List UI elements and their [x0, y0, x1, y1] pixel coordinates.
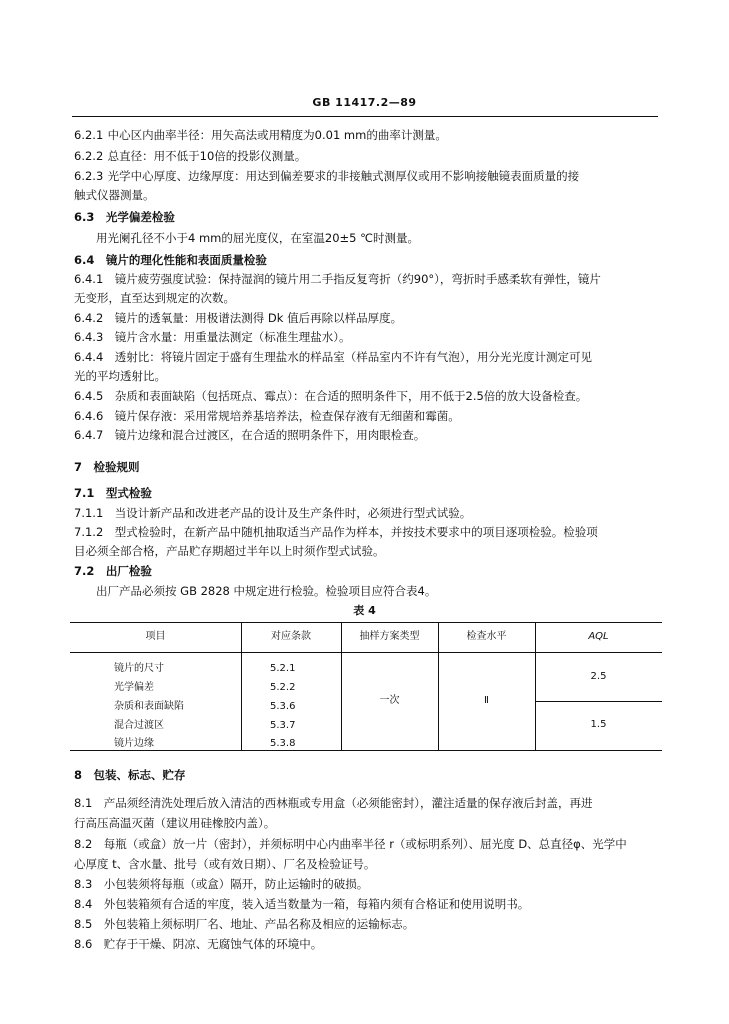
heading-7-1: 7.1 型式检验 [74, 486, 152, 500]
table-header-rule [70, 652, 662, 653]
table-sampling-value: 一次 [379, 695, 400, 706]
para-6-4-5: 6.4.5 杂质和表面缺陷（包括斑点、霉点）：在合适的照明条件下，用不低于2.5倍的放大设备检查。 [74, 389, 588, 403]
table-level-value: Ⅱ [484, 695, 489, 706]
heading-6-4: 6.4 镜片的理化性能和表面质量检验 [74, 253, 267, 267]
header-rule [72, 116, 658, 117]
clause-number: 6.2.2 [74, 149, 104, 163]
table-cell-item: 混合过渡区 [114, 720, 164, 731]
heading-8: 8 包装、标志、贮存 [74, 768, 186, 782]
table-cell-item: 镜片的尺寸 [114, 663, 164, 674]
para-7-1-1: 7.1.1 当设计新产品和改进老产品的设计及生产条件时，必须进行型式试验。 [74, 506, 472, 520]
para-8-6: 8.6 贮存于干燥、阴凉、无腐蚀气体的环境中。 [74, 937, 323, 951]
table-cell-item: 光学偏差 [114, 682, 154, 693]
para-6-4-7: 6.4.7 镜片边缘和混合过渡区，在合适的照明条件下，用肉眼检查。 [74, 428, 426, 442]
para-6-4-4-cont: 光的平均透射比。 [74, 369, 166, 383]
para-8-5: 8.5 外包装箱上须标明厂名、地址、产品名称及相应的运输标志。 [74, 917, 415, 931]
para-8-1-cont: 行高压高温灭菌（建议用硅橡胶内盖）。 [74, 816, 276, 830]
clause-number: 6.2.3 [74, 169, 104, 183]
para-6-4-2: 6.4.2 镜片的透氧量：用极谱法测得 Dk 值后再除以样品厚度。 [74, 311, 403, 325]
clause-text: 总直径：用不低于10倍的投影仪测量。 [107, 149, 307, 163]
para-6-2-3-cont: 触式仪器测量。 [74, 188, 155, 202]
table-aql-value: 1.5 [590, 719, 607, 730]
para-6-2-1 [74, 127, 660, 143]
table-header-aql: AQL [588, 631, 609, 642]
clause-text: 光学中心厚度、边缘厚度：用达到偏差要求的非接触式测厚仪或用不影响接触镜表面质量的接 [107, 169, 580, 183]
para-7-2: 出厂产品必须按 GB 2828 中规定进行检验。检验项目应符合表4。 [96, 584, 437, 598]
clause-text: 中心区内曲率半径：用矢高法或用精度为0.01 mm的曲率计测量。 [107, 128, 447, 142]
para-8-4: 8.4 外包装箱须有合适的牢度，装入适当数量为一箱，每箱内须有合格证和使用说明书。 [74, 897, 530, 911]
table-cell-clause: 5.2.1 [270, 663, 296, 674]
table-cell-clause: 5.3.6 [270, 701, 296, 712]
para-8-2: 8.2 每瓶（或盒）放一片（密封），并须标明中心内曲率半径 r（或标明系列）、屈光度 D、总直径φ、光学中 [74, 837, 627, 851]
table-header-clause: 对应条款 [271, 631, 311, 642]
para-6-2-3 [74, 168, 660, 184]
table-aql-value: 2.5 [590, 671, 607, 682]
para-8-1: 8.1 产品须经清洗处理后放入清洁的西林瓶或专用盒（必须能密封），灌注适量的保存液后封盖，再进 [74, 796, 593, 810]
para-6-4-3: 6.4.3 镜片含水量：用重量法测定（标准生理盐水）。 [74, 330, 351, 344]
table-aql-split-rule [535, 701, 662, 702]
table-header-level: 检查水平 [466, 631, 507, 642]
para-8-2-cont: 心厚度 t、含水量、批号（或有效日期）、厂名及检验证号。 [74, 857, 376, 871]
table-header-item: 项目 [145, 631, 166, 642]
table-cell-clause: 5.2.2 [270, 682, 296, 693]
heading-6-3: 6.3 光学偏差检验 [74, 210, 175, 224]
heading-7: 7 检验规则 [74, 460, 140, 474]
table-top-rule [70, 622, 662, 623]
para-7-1-2-cont: 目必须全部合格，产品贮存期超过半年以上时须作型式试验。 [74, 544, 385, 558]
heading-7-2: 7.2 出厂检验 [74, 564, 152, 578]
para-6-4-6: 6.4.6 镜片保存液：采用常规培养基培养法，检查保存液有无细菌和霉菌。 [74, 409, 460, 423]
para-6-4-1-cont: 无变形，直至达到规定的次数。 [74, 291, 235, 305]
table-caption: 表 4 [353, 604, 376, 617]
table-cell-clause: 5.3.7 [270, 720, 296, 731]
table-cell-clause: 5.3.8 [270, 738, 296, 749]
para-8-3: 8.3 小包装须将每瓶（或盒）隔开，防止运输时的破损。 [74, 877, 369, 891]
table-bottom-rule [70, 750, 662, 751]
para-6-2-2 [74, 148, 660, 164]
clause-number: 6.2.1 [74, 128, 104, 142]
table-cell-item: 镜片边缘 [114, 738, 154, 749]
table-cell-item: 杂质和表面缺陷 [114, 701, 184, 712]
para-6-4-4: 6.4.4 透射比：将镜片固定于盛有生理盐水的样品室（样品室内不许有气泡），用分光光度计测定可见 [74, 350, 593, 364]
para-6-3: 用光阑孔径不小于4 mm的屈光度仪，在室温20±5 ℃时测量。 [96, 231, 420, 245]
table-header-sampling: 抽样方案类型 [359, 631, 420, 642]
para-6-4-1: 6.4.1 镜片疲劳强度试验：保持湿润的镜片用二手指反复弯折（约90°），弯折时手感柔软有弹性，镜片 [74, 272, 601, 286]
para-7-1-2: 7.1.2 型式检验时，在新产品中随机抽取适当产品作为样本，并按技术要求中的项目逐项检验。检验项 [74, 525, 598, 539]
page-header-standard-code: GB 11417.2—89 [312, 96, 417, 109]
